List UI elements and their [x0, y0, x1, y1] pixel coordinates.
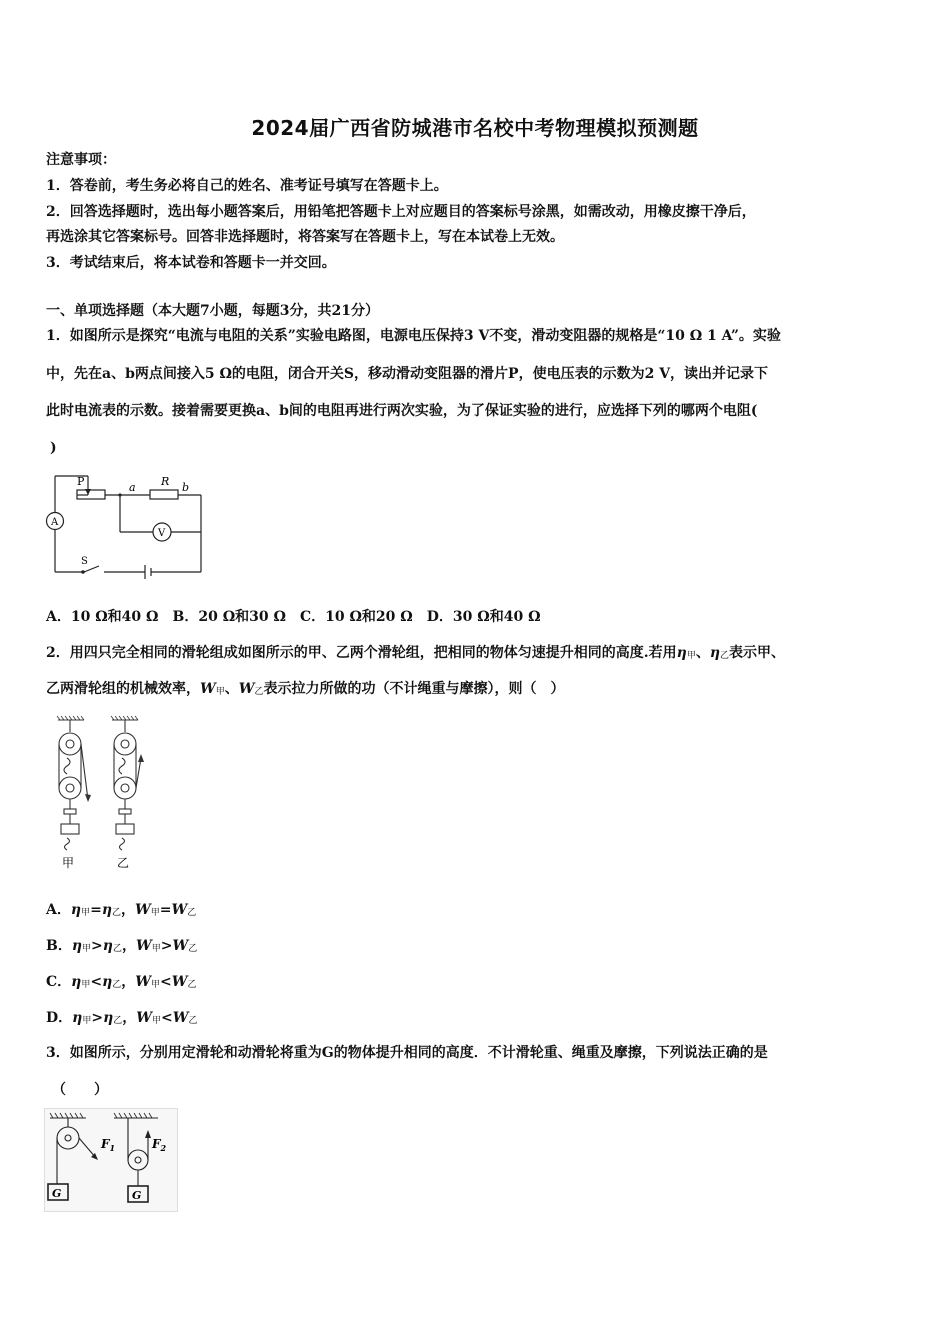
q1-options: A．10 Ω和40 Ω B．20 Ω和30 Ω C．10 Ω和20 Ω D．30 Ω和40 Ω	[46, 609, 541, 625]
label-b: b	[182, 481, 190, 494]
ammeter-label: A	[51, 517, 59, 528]
label-F2: $F_2$	[152, 1137, 167, 1153]
q2-option-a: A．$\eta_甲=\eta_乙$，$W_甲=W_乙$	[46, 902, 197, 918]
notice-item: 1．答卷前，考生务必将自己的姓名、准考证号填写在答题卡上。	[46, 178, 448, 194]
q1-text-line: )	[50, 440, 57, 456]
voltmeter-label: V	[158, 528, 166, 539]
label-a: a	[129, 481, 136, 494]
notice-heading: 注意事项：	[46, 152, 116, 168]
q3-pulley-diagram	[44, 1108, 178, 1212]
label-F1: $F_1$	[101, 1137, 116, 1153]
q2-text-line: 乙两滑轮组的机械效率，$W_甲$、$W_乙$表示拉力所做的功（不计绳重与摩擦），则（ ）	[46, 681, 565, 697]
page-title: 2024届广西省防城港市名校中考物理模拟预测题	[251, 116, 699, 140]
notice-item: 3．考试结束后，将本试卷和答题卡一并交回。	[46, 255, 336, 271]
q1-text-line: 1．如图所示是探究“电流与电阻的关系”实验电路图，电源电压保持3 V不变，滑动变阻器的规格是“10 Ω 1 A”。实验	[46, 328, 781, 344]
q2-option-d: D．$\eta_甲>\eta_乙$，$W_甲<W_乙$	[46, 1010, 198, 1026]
q2-pulley-diagram	[52, 714, 147, 874]
q3-text-line: 3．如图所示，分别用定滑轮和动滑轮将重为G的物体提升相同的高度．不计滑轮重、绳重及摩擦，下列说法正确的是	[46, 1045, 768, 1061]
q2-option-c: C．$\eta_甲<\eta_乙$，$W_甲<W_乙$	[46, 974, 197, 990]
q1-text-line: 此时电流表的示数。接着需要更换a、b间的电阻再进行两次实验，为了保证实验的进行，应选择下列的哪两个电阻(	[46, 403, 758, 419]
weight-label-left: G	[52, 1187, 62, 1200]
label-yi: 乙	[117, 856, 130, 870]
q1-text-line: 中，先在a、b两点间接入5 Ω的电阻，闭合开关S，移动滑动变阻器的滑片P，使电压表的示数为2 V，读出并记录下	[46, 366, 769, 382]
q1-circuit-diagram	[44, 468, 214, 580]
q3-text-line: （ ）	[52, 1082, 108, 1098]
section-heading: 一、单项选择题（本大题7小题，每题3分，共21分）	[46, 303, 379, 319]
switch-pivot	[81, 570, 85, 574]
label-S: S	[81, 556, 88, 567]
label-jia: 甲	[62, 856, 75, 870]
q2-text-line: 2．用四只完全相同的滑轮组成如图所示的甲、乙两个滑轮组，把相同的物体匀速提升相同的高度.若用$\eta_甲$、$\eta_乙$表示甲、	[46, 645, 786, 661]
notice-item: 再选涂其它答案标号。回答非选择题时，将答案写在答题卡上，写在本试卷上无效。	[46, 229, 564, 245]
weight-label-right: G	[132, 1189, 142, 1202]
q2-option-b: B．$\eta_甲>\eta_乙$，$W_甲>W_乙$	[46, 938, 198, 954]
label-P: P	[77, 475, 85, 488]
notice-item: 2．回答选择题时，选出每小题答案后，用铅笔把答题卡上对应题目的答案标号涂黑，如需改动，用橡皮擦干净后，	[46, 204, 756, 220]
label-R: R	[161, 475, 170, 488]
